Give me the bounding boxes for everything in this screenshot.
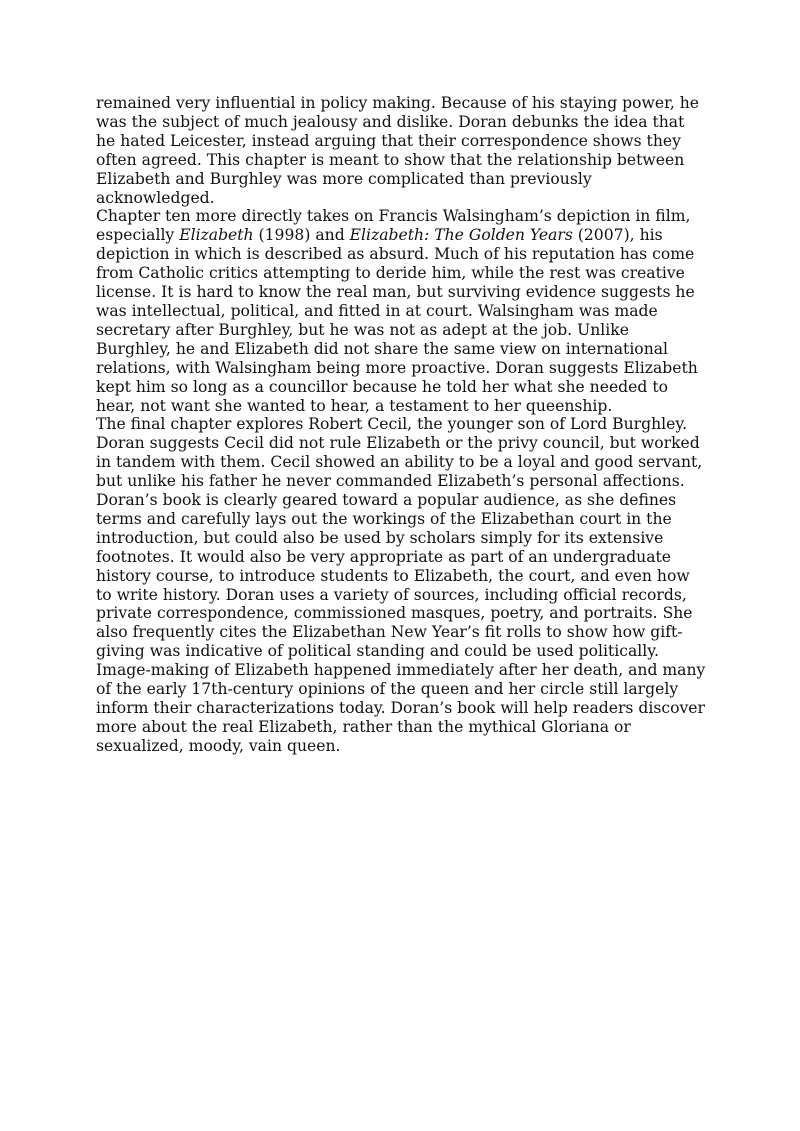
paragraph-robert-cecil: The final chapter explores Robert Cecil, the younger son of Lord Burghley. Doran suggests Cecil did not rule Elizabeth or the privy council, but worked in tandem with them. Cecil showed an ability to be a loyal and good servant, but unlike his father he never commanded Elizabeth’s personal affections.	[96, 415, 703, 491]
walsingham-text-part-2: (1998) and	[253, 226, 350, 245]
document-page	[96, 94, 706, 756]
paragraph-walsingham	[96, 207, 706, 415]
walsingham-text-part-3: (2007), his depiction in which is described as absurd. Much of his reputation has come from Catholic critics attempting to deride him, while the rest was creative license. It is hard to know the real man, but surviving evidence suggests he was intellectual, political, and fitted in at court. Walsingham was made secretary after Burghley, but he was not as adept at the job. Unlike Burghley, he and Elizabeth did not share the same view on international relations, with Walsingham being more proactive. Doran suggests Elizabeth kept him so long as a councillor because he told her what she needed to hear, not want she wanted to hear, a testament to her queenship.	[96, 226, 698, 415]
paragraph-book-assessment: Doran’s book is clearly geared toward a popular audience, as she defines terms and carefully lays out the workings of the Elizabethan court in the introduction, but could also be used by scholars simply for its extensive footnotes. It would also be very appropriate as part of an undergraduate history course, to introduce students to Elizabeth, the court, and even how to write history. Doran uses a variety of sources, including official records, private correspondence, commissioned masques, poetry, and portraits. She also frequently cites the Elizabethan New Year’s fit rolls to show how gift-giving was indicative of political standing and could be used politically. Image-making of Elizabeth happened immediately after her death, and many of the early 17th-century opinions of the queen and her circle still largely inform their characterizations today. Doran’s book will help readers discover more about the real Elizabeth, rather than the mythical Gloriana or sexualized, moody, vain queen.	[96, 491, 706, 755]
film-title-golden-years: Elizabeth: The Golden Years	[349, 226, 573, 245]
walsingham-text-part-1: Chapter ten more directly takes on Francis Walsingham’s depiction in film, especially	[96, 207, 691, 245]
film-title-elizabeth: Elizabeth	[179, 226, 254, 245]
paragraph-burghley-conclusion: remained very influential in policy making. Because of his staying power, he was the subject of much jealousy and dislike. Doran debunks the idea that he hated Leicester, instead arguing that their correspondence shows they often agreed. This chapter is meant to show that the relationship between Elizabeth and Burghley was more complicated than previously acknowledged.	[96, 94, 700, 207]
